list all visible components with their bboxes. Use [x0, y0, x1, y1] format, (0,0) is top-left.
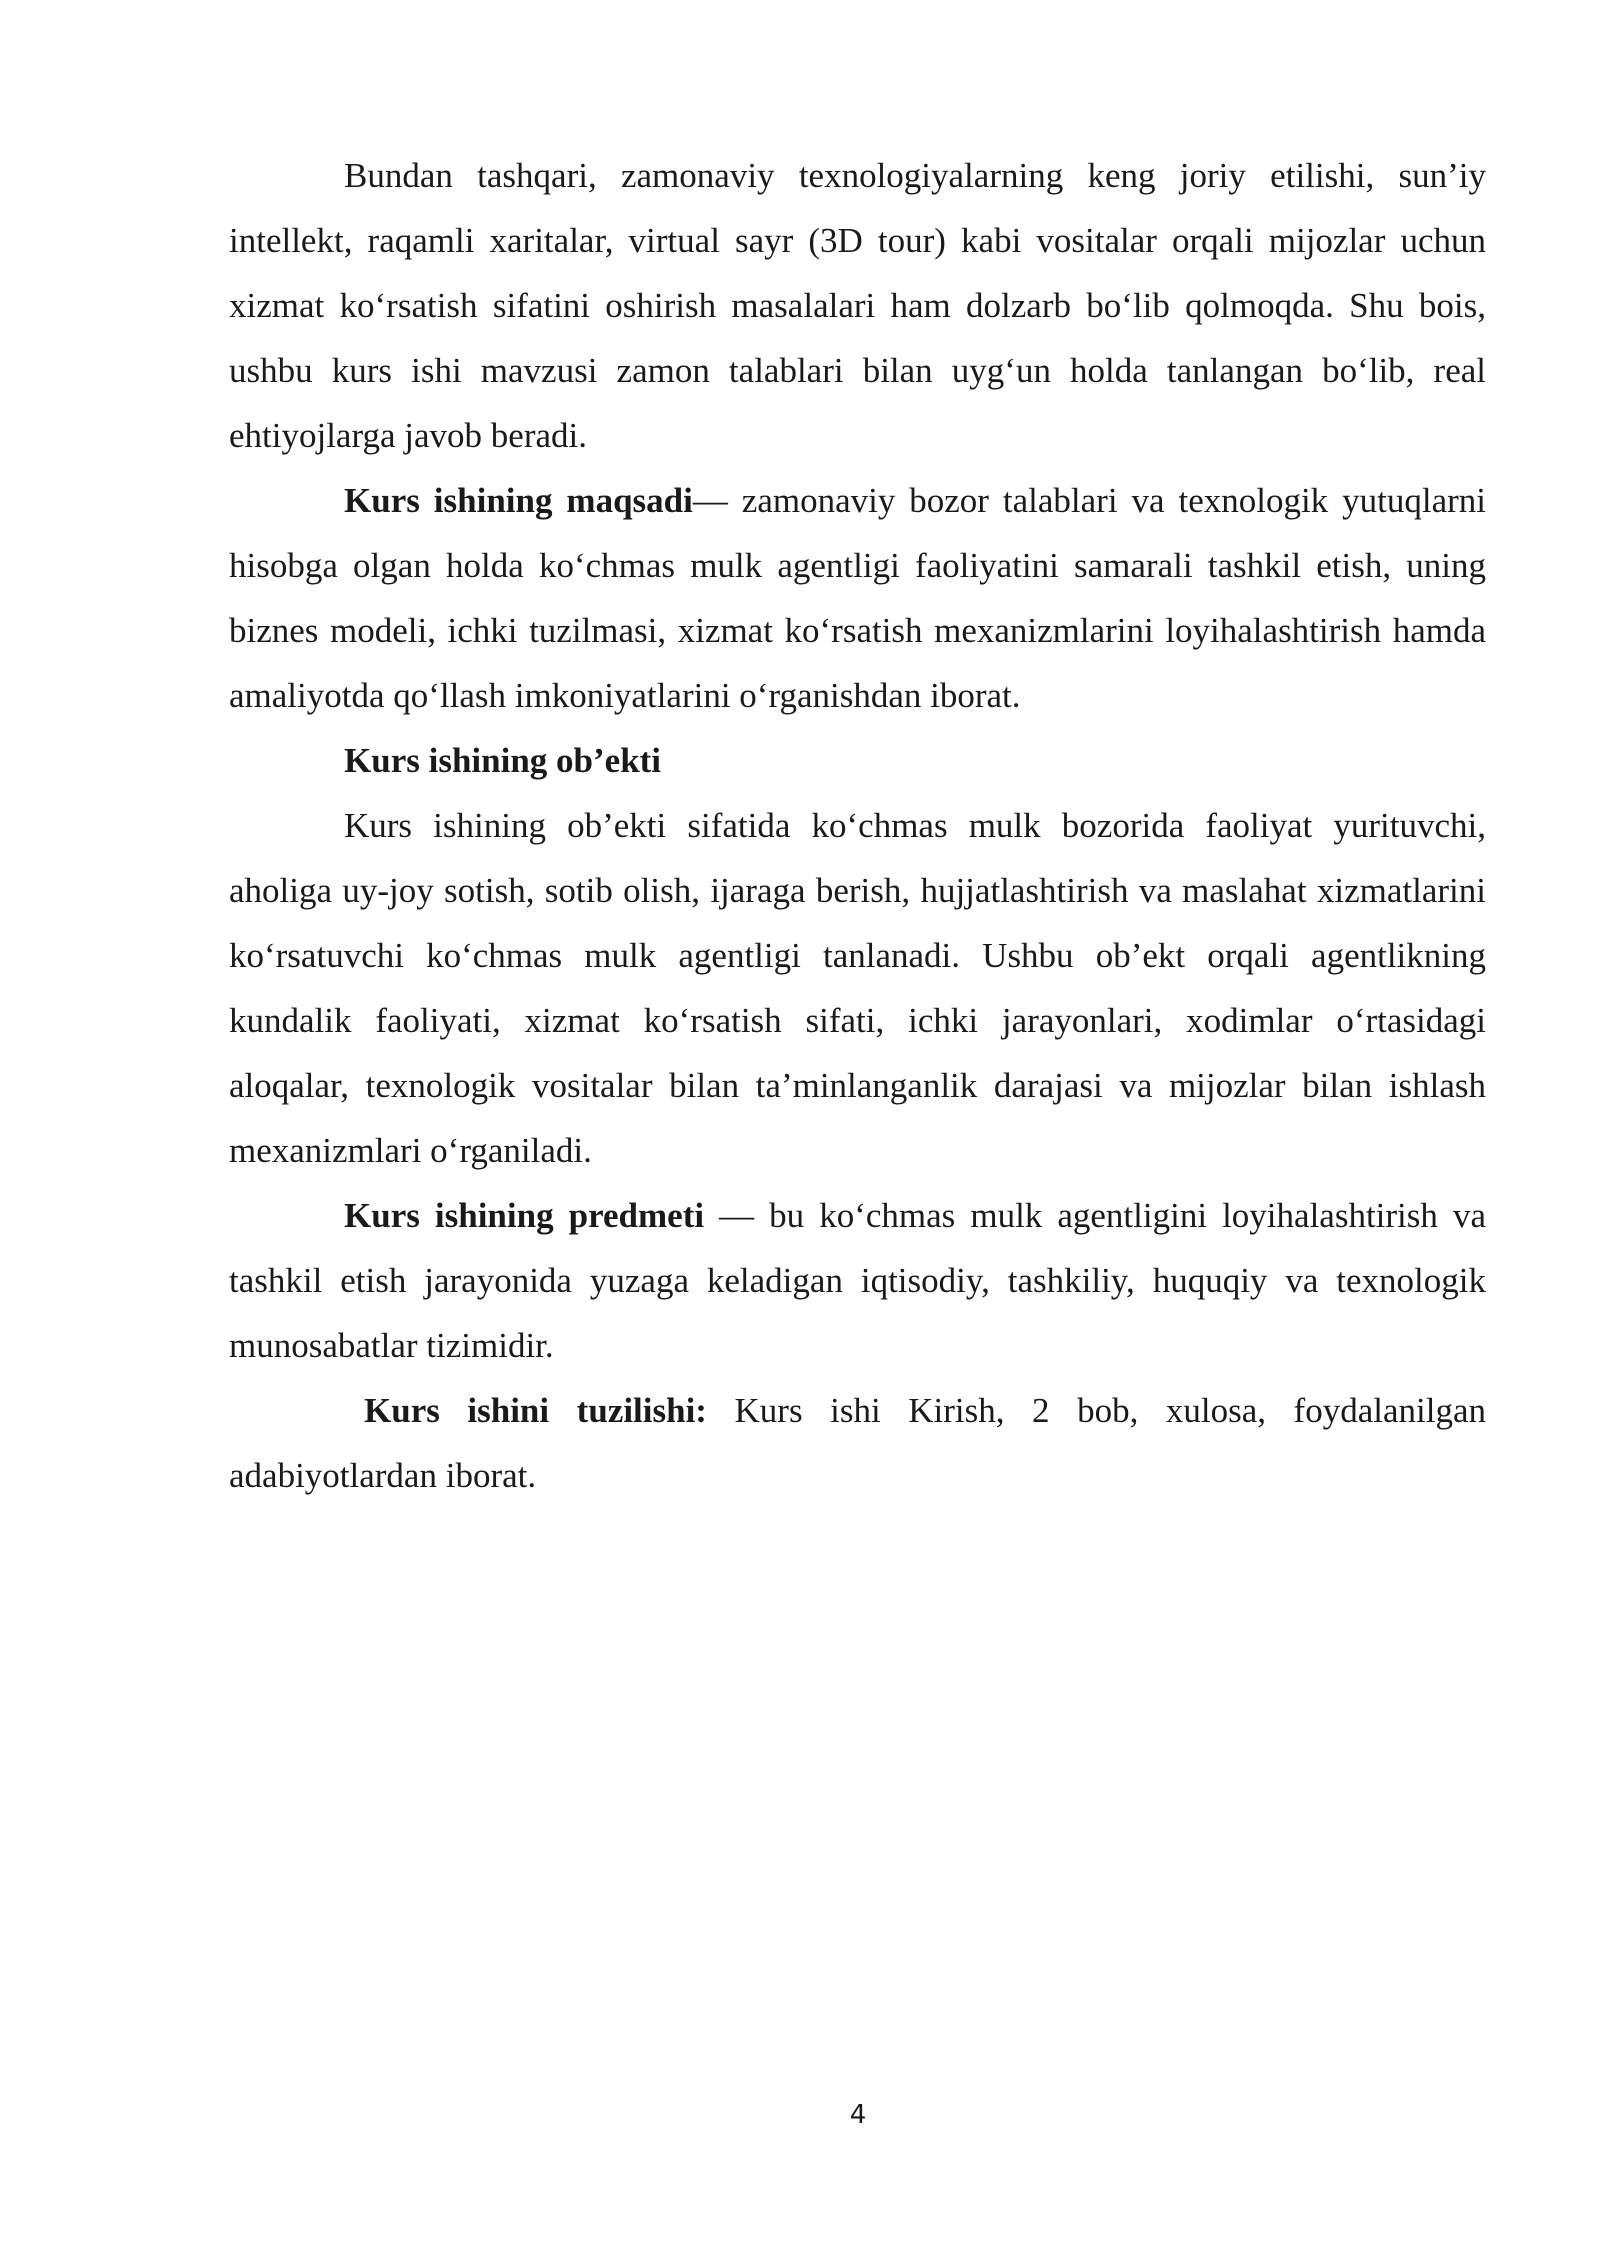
- heading-object: Kurs ishining ob’ekti: [344, 741, 662, 780]
- structure-text: Kurs ishi Kirish, 2 bob, xulosa, foydalanilgan adabiyotlardan iborat.: [229, 1391, 1486, 1495]
- structure-label: Kurs ishini tuzilishi:: [364, 1391, 707, 1430]
- paragraph-subject: [229, 1183, 1486, 1378]
- page-content: [229, 143, 1486, 1508]
- goal-label: Kurs ishining maqsadi: [344, 481, 693, 520]
- paragraph-structure: [229, 1378, 1486, 1508]
- page-number: 4: [849, 2100, 867, 2130]
- paragraph-intro: Bundan tashqari, zamonaviy texnologiyalarning keng joriy etilishi, sun’iy intellekt, raqamli xaritalar, virtual sayr (3D tour) kabi vositalar orqali mijozlar uchun xizmat ko‘rsatish sifatini oshirish masalalari ham dolzarb bo‘lib qolmoqda. Shu bois, ushbu kurs ishi mavzusi zamon talablari bilan uyg‘un holda tanlangan bo‘lib, real ehtiyojlarga javob beradi.: [229, 156, 1486, 455]
- goal-text: — zamonaviy bozor talablari va texnologik yutuqlarni hisobga olgan holda ko‘chmas mulk agentligi faoliyatini samarali tashkil etish, uning biznes modeli, ichki tuzilmasi, xizmat ko‘rsatish mexanizmlarini loyihalashtirish hamda amaliyotda qo‘llash imkoniyatlarini o‘rganishdan iborat.: [229, 481, 1486, 715]
- paragraph-goal: [229, 468, 1486, 728]
- subject-label: Kurs ishining predmeti: [344, 1196, 705, 1235]
- paragraph-object: Kurs ishining ob’ekti sifatida ko‘chmas mulk bozorida faoliyat yurituvchi, aholiga uy-joy sotish, sotib olish, ijaraga berish, hujjatlashtirish va maslahat xizmatlarini ko‘rsatuvchi ko‘chmas mulk agentligi tanlanadi. Ushbu ob’ekt orqali agentlikning kundalik faoliyati, xizmat ko‘rsatish sifati, ichki jarayonlari, xodimlar o‘rtasidagi aloqalar, texnologik vositalar bilan ta’minlanganlik darajasi va mijozlar bilan ishlash mexanizmlari o‘rganiladi.: [229, 806, 1486, 1170]
- subject-text: — bu ko‘chmas mulk agentligini loyihalashtirish va tashkil etish jarayonida yuzaga keladigan iqtisodiy, tashkiliy, huquqiy va texnologik munosabatlar tizimidir.: [229, 1196, 1486, 1365]
